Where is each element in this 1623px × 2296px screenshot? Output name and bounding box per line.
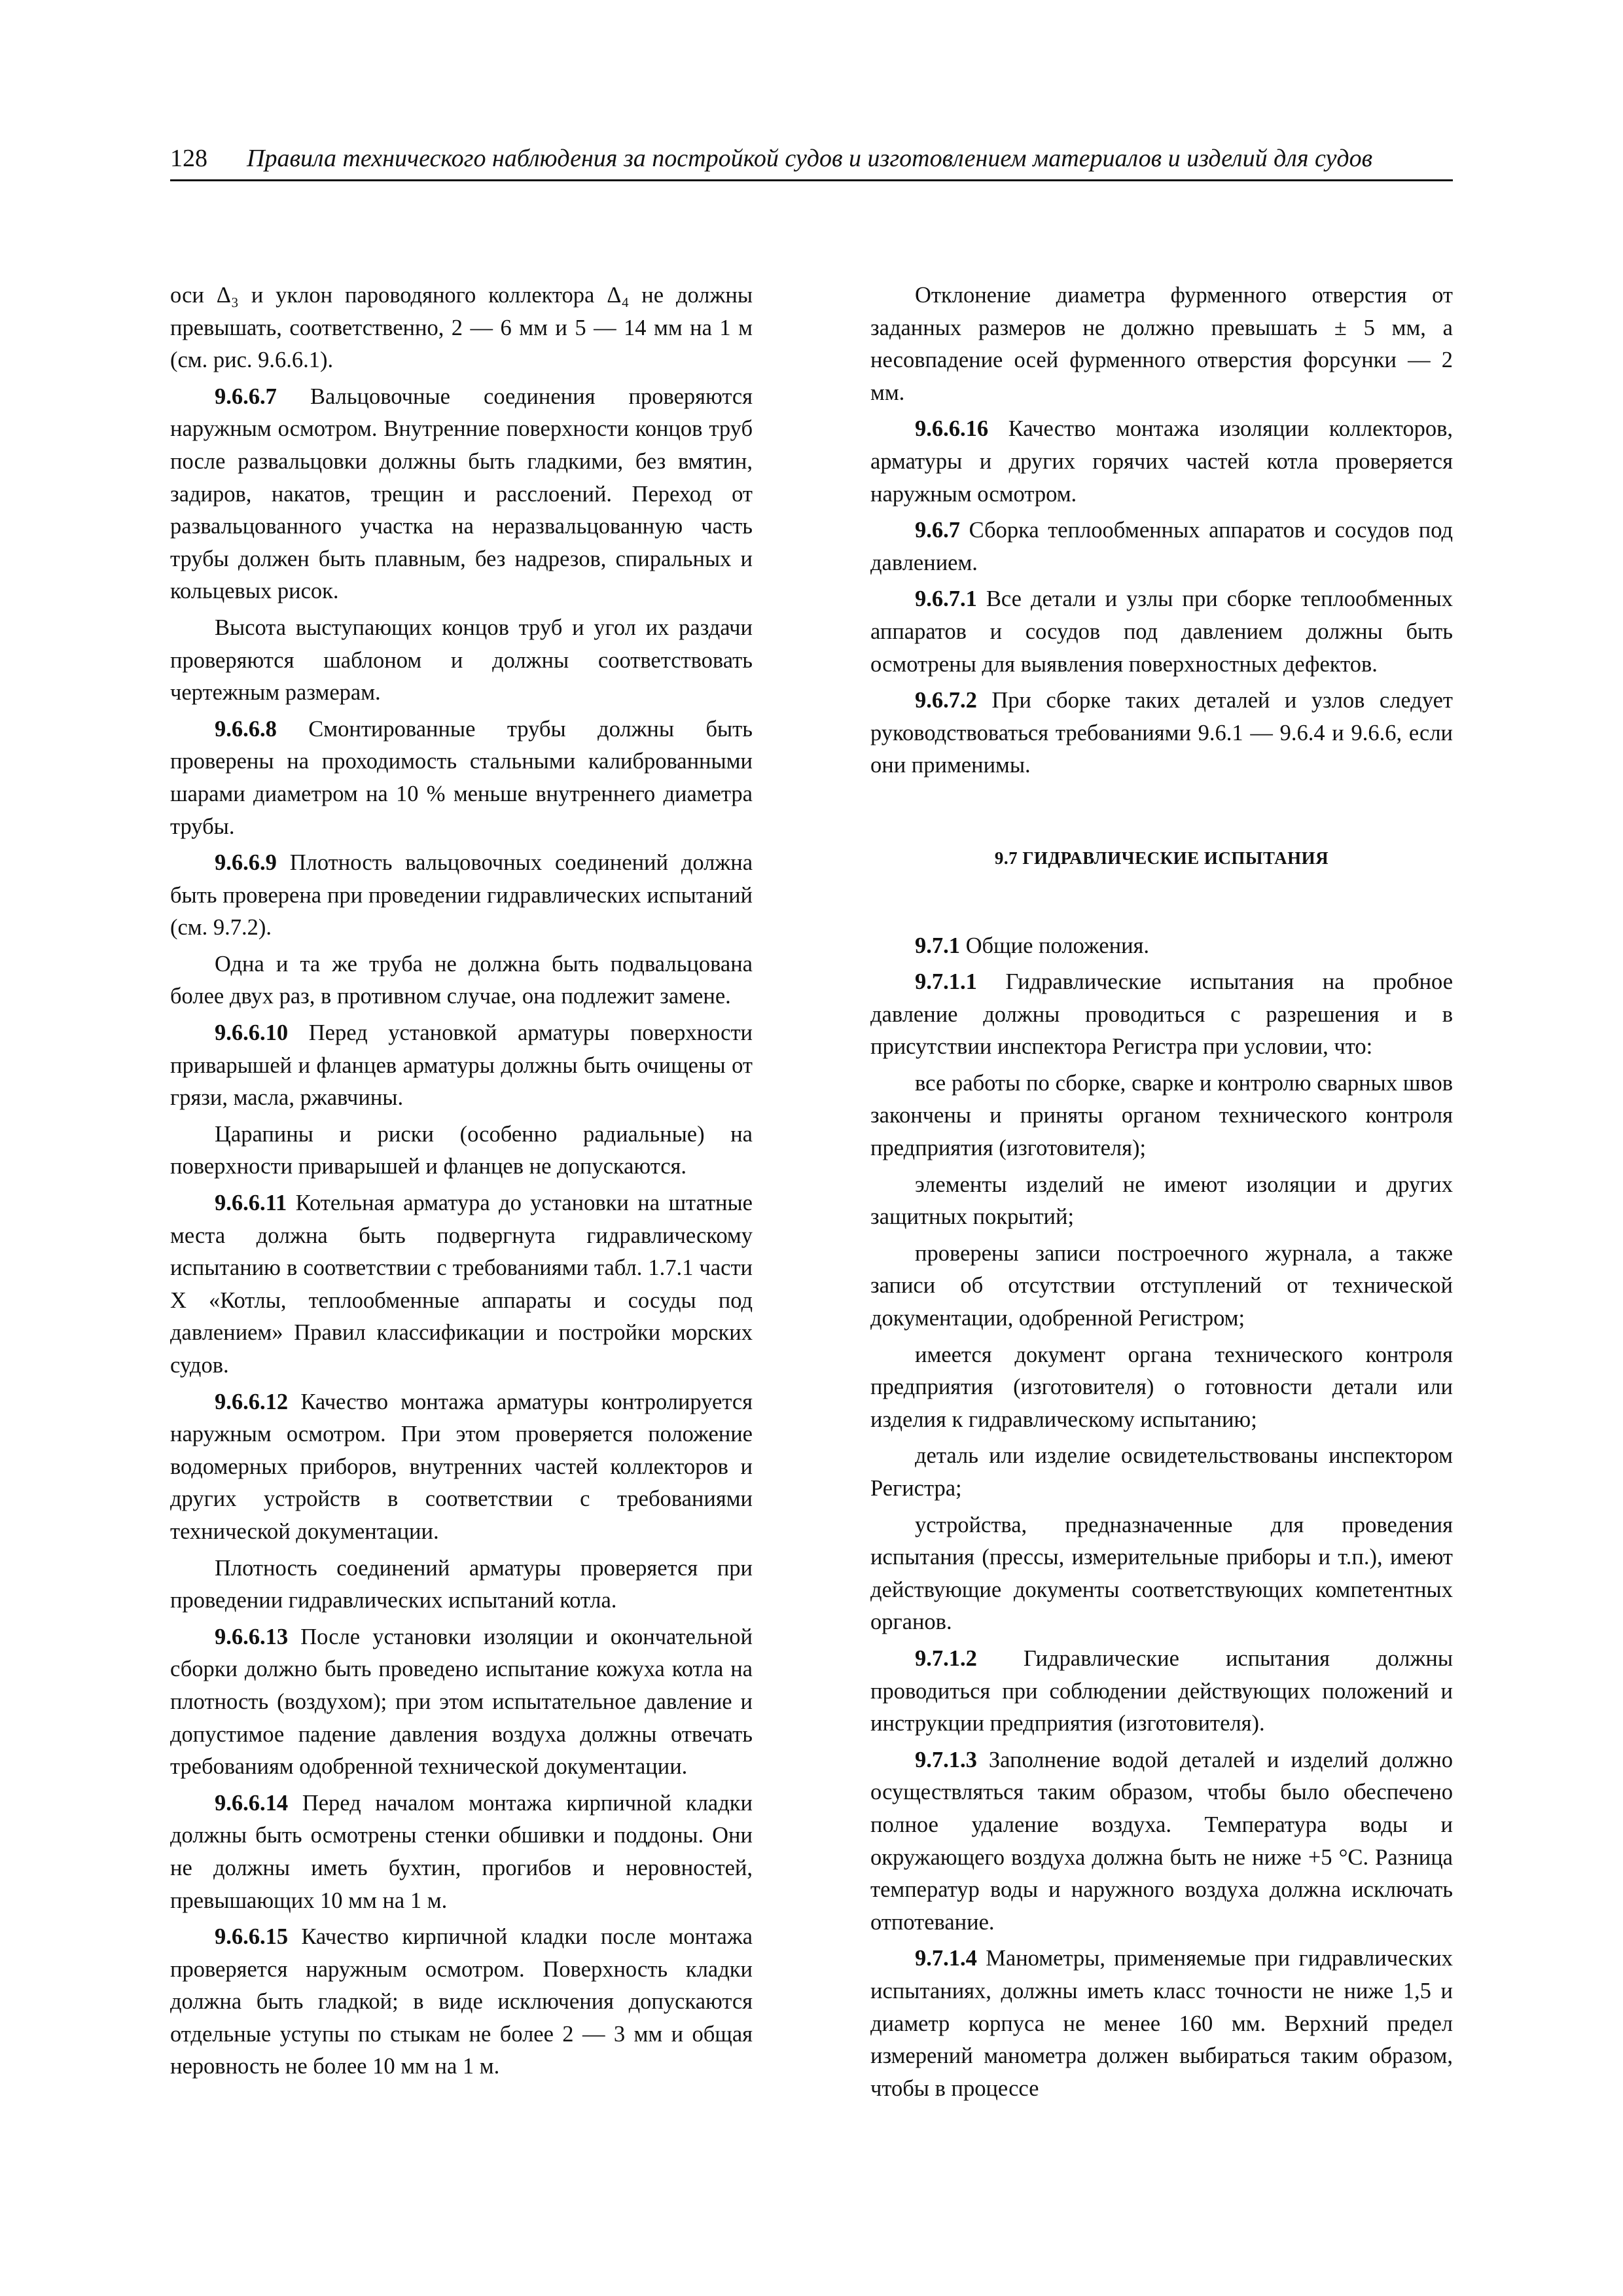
paragraph: [170, 279, 753, 377]
paragraph-text: Одна и та же труба не должна быть подвальцована более двух раз, в противном случае, она подлежит замене.: [170, 951, 753, 1009]
paragraph: [870, 1744, 1453, 1939]
paragraph-text: имеется документ органа технического контроля предприятия (изготовителя) о готовности детали или изделия к гидравлическому испытанию;: [870, 1342, 1453, 1432]
paragraph: [170, 1187, 753, 1382]
clause-number: 9.6.6.11: [215, 1191, 287, 1216]
paragraph-text: Гидравлические испытания на пробное давление должны проводиться с разрешения и в присутствии инспектора Регистра при условии, что:: [870, 969, 1454, 1060]
paragraph: [870, 583, 1453, 681]
paragraph: [170, 1386, 753, 1549]
clause-number: 9.6.6.12: [215, 1389, 289, 1414]
clause-number: 9.6.7.1: [915, 586, 977, 612]
paragraph-text: При сборке таких деталей и узлов следует руководствоваться требованиями 9.6.1 — 9.6.4 и 9.6.6, если они применимы.: [870, 688, 1454, 778]
paragraph-text: Смонтированные трубы должны быть проверены на проходимость стальными калиброванными шарами диаметром на 10 % меньше внутреннего диаметра трубы.: [170, 716, 753, 839]
paragraph: [170, 612, 753, 709]
paragraph: [870, 1067, 1453, 1165]
clause-number: 9.6.6.14: [215, 1790, 289, 1816]
paragraph: [870, 685, 1453, 782]
paragraph: [170, 1787, 753, 1917]
paragraph: [170, 948, 753, 1013]
clause-number: 9.7.1.3: [915, 1747, 977, 1772]
section-heading: 9.7 ГИДРАВЛИЧЕСКИЕ ИСПЫТАНИЯ: [994, 848, 1329, 868]
clause-number: 9.6.6.16: [915, 416, 989, 442]
paragraph-text: элементы изделий не имеют изоляции и других защитных покрытий;: [870, 1172, 1453, 1230]
paragraph: [870, 1943, 1453, 2105]
clause-number: 9.7.1.1: [915, 969, 977, 995]
paragraph: [170, 1621, 753, 1784]
paragraph-text: Все детали и узлы при сборке теплообменных аппаратов и сосудов под давлением должны быть осмотрены для выявления поверхностных дефектов.: [870, 586, 1453, 677]
paragraph: [170, 1119, 753, 1183]
paragraph-text: Плотность вальцовочных соединений должна быть проверена при проведении гидравлических испытаний (см. 9.7.2).: [170, 850, 753, 941]
running-header: [170, 144, 1453, 181]
paragraph-text: деталь или изделие освидетельствованы инспектором Регистра;: [870, 1443, 1453, 1501]
paragraph: [870, 1440, 1453, 1505]
clause-number: 9.6.6.8: [215, 716, 277, 742]
paragraph: [870, 1238, 1453, 1335]
paragraph: [870, 930, 1453, 963]
clause-number: 9.7.1.2: [915, 1645, 977, 1671]
paragraph-text: Перед установкой арматуры поверхности приварышей и фланцев арматуры должны быть очищены от грязи, масла, ржавчины.: [170, 1020, 753, 1111]
paragraph-text: Котельная арматура до установки на штатные места должна быть подвергнута гидравлическому испытанию в соответствии с требованиями табл. 1.7.1 части X «Котлы, теплообменные аппараты и сосуды под давлением» Правил классификации и постройки морских судов.: [170, 1191, 753, 1378]
right-column: [870, 279, 1453, 2109]
paragraph-text: Сборка теплообменных аппаратов и сосудов под давлением.: [870, 518, 1453, 575]
paragraph: [870, 966, 1453, 1064]
paragraph-text: Отклонение диаметра фурменного отверстия от заданных размеров не должно превышать ± 5 мм, а несовпадение осей фурменного отверстия форсунки — 2 мм.: [870, 283, 1453, 405]
paragraph-text: Вальцовочные соединения проверяются наружным осмотром. Внутренние поверхности концов труб после развальцовки должны быть гладкими, без вмятин, задиров, накатов, трещин и расслоений. Переход от развальцованного участка на неразвальцованную часть трубы должен быть плавным, без надрезов, спиральных и кольцевых рисок.: [170, 384, 753, 604]
clause-number: 9.6.6.10: [215, 1020, 289, 1046]
paragraph-text: Качество кирпичной кладки после монтажа проверяется наружным осмотром. Поверхность кладки должна быть гладкой; в виде исключения допускаются отдельные уступы по стыкам не более 2 — 3 мм и общая неровность не более 10 мм на 1 м.: [170, 1924, 753, 2079]
paragraph-text: Гидравлические испытания должны проводиться при соблюдении действующих положений и инструкции предприятия (изготовителя).: [870, 1645, 1453, 1736]
paragraph-text: устройства, предназначенные для проведения испытания (прессы, измерительные приборы и т.п.), имеют действующие документы соответствующих компетентных органов.: [870, 1512, 1453, 1635]
paragraph-text: Общие положения.: [965, 933, 1150, 958]
paragraph-text: После установки изоляции и окончательной сборки должно быть проведено испытание кожуха котла на плотность (воздухом); при этом испытательное давление и допустимое падение давления воздуха должны отвечать требованиям одобренной технической документации.: [170, 1624, 753, 1780]
paragraph-text: все работы по сборке, сварке и контролю сварных швов закончены и приняты органом технического контроля предприятия (изготовителя);: [870, 1070, 1453, 1161]
paragraph-text: Плотность соединений арматуры проверяется при проведении гидравлических испытаний котла.: [170, 1555, 753, 1613]
paragraph: [170, 713, 753, 843]
paragraph-text: Заполнение водой деталей и изделий должно осуществляться таким образом, чтобы было обеспечено полное удаление воздуха. Температура воды и окружающего воздуха должна быть не ниже +5 °С. Разница температур воды и наружного воздуха должна исключать отпотевание.: [870, 1747, 1453, 1935]
paragraph: [170, 1921, 753, 2083]
clause-number: 9.7.1: [915, 933, 960, 958]
left-column: [170, 279, 753, 2109]
paragraph-text: проверены записи построечного журнала, а также записи об отсутствии отступлений от технической документации, одобренной Регистром;: [870, 1240, 1453, 1331]
clause-number: 9.6.6.13: [215, 1624, 289, 1649]
paragraph-text: Царапины и риски (особенно радиальные) на поверхности приварышей и фланцев не допускаются.: [170, 1121, 753, 1179]
text-columns: [170, 279, 1453, 2109]
paragraph: [870, 514, 1453, 579]
paragraph: [870, 413, 1453, 511]
paragraph: [170, 1552, 753, 1617]
running-title: Правила технического наблюдения за постройкой судов и изготовлением материалов и изделий для судов: [247, 145, 1373, 172]
paragraph-text: Перед началом монтажа кирпичной кладки должны быть осмотрены стенки обшивки и поддоны. Они не должны иметь бухтин, прогибов и неровностей, превышающих 10 мм на 1 м.: [170, 1790, 753, 1913]
paragraph: [870, 1339, 1453, 1437]
paragraph: [870, 1509, 1453, 1639]
paragraph-text: Качество монтажа изоляции коллекторов, арматуры и других горячих частей котла проверяется наружным осмотром.: [870, 416, 1453, 507]
right-column-bottom: [870, 930, 1453, 2106]
paragraph-text: Высота выступающих концов труб и угол их раздачи проверяются шаблоном и должны соответствовать чертежным размерам.: [170, 615, 753, 706]
clause-number: 9.6.6.7: [215, 384, 277, 409]
clause-number: 9.7.1.4: [915, 1946, 977, 1971]
clause-number: 9.6.6.15: [215, 1924, 289, 1950]
paragraph: [170, 381, 753, 608]
paragraph-text: Качество монтажа арматуры контролируется наружным осмотром. При этом проверяется положение водомерных приборов, внутренних частей коллекторов и других устройств в соответствии с требованиями технической документации.: [170, 1389, 753, 1544]
paragraph-text: оси Δ₃ и уклон пароводяного коллектора Δ₄ не должны превышать, соответственно, 2 — 6 мм и 5 — 14 мм на 1 м (см. рис. 9.6.6.1).: [170, 283, 753, 373]
paragraph: [170, 847, 753, 944]
paragraph: [870, 1169, 1453, 1234]
paragraph: [870, 1643, 1453, 1740]
page-number: 128: [170, 145, 207, 172]
clause-number: 9.6.6.9: [215, 850, 277, 876]
right-column-top: [870, 279, 1453, 782]
clause-number: 9.6.7: [915, 518, 960, 543]
paragraph: [170, 1017, 753, 1115]
clause-number: 9.6.7.2: [915, 688, 977, 713]
paragraph-text: Манометры, применяемые при гидравлических испытаниях, должны иметь класс точности не ниже 1,5 и диаметр корпуса не менее 160 мм. Верхний предел измерений манометра должен выбираться таким образом, чтобы в процессе: [870, 1946, 1453, 2101]
paragraph: [870, 279, 1453, 409]
